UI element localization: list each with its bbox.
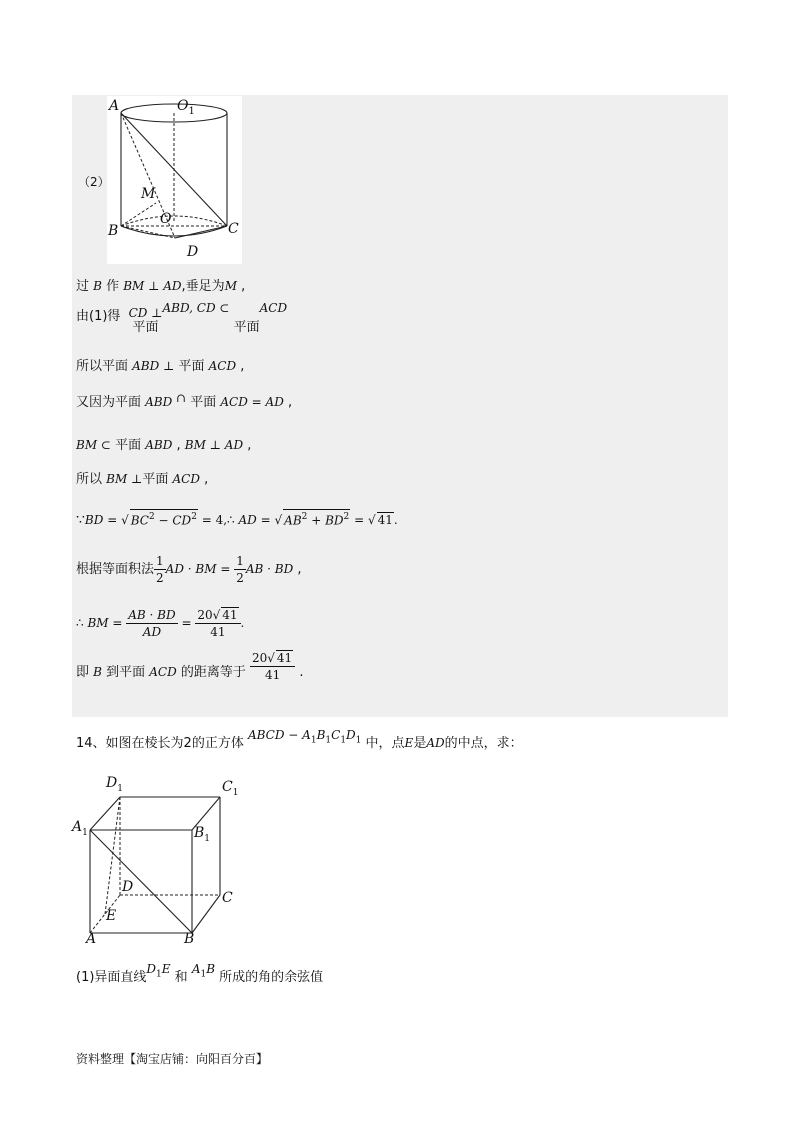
label-A: A: [109, 98, 120, 114]
solution-line-6: 所以 BM ⊥平面 ACD ,: [76, 472, 209, 487]
cylinder-diagram: [107, 96, 242, 264]
label-C: C: [222, 890, 233, 906]
solution-line-2: 由(1)得 CD ⊥ 平面 ABD, CD ⊂ 平面 ACD: [76, 301, 288, 335]
solution-line-9: ∴ BM = $\frac{AB \cdot BD}{AD}$ = $\frac{20√ 41}{41}$ .: [76, 608, 245, 639]
label-B: B: [184, 931, 195, 947]
label-D: D: [122, 879, 134, 895]
label-A: A: [86, 931, 97, 947]
label-B: B: [108, 223, 119, 239]
question-14: 14、如图在棱长为2的正方体 ABCD − $A_1B_1C_1D_1$ 中，点E是AD的中点，求：: [76, 728, 523, 751]
solution-line-1: 过 B 作 BM ⊥ AD,垂足为M ,: [76, 279, 246, 294]
label-D1: $D_1$: [106, 775, 123, 794]
label-C1: $C_1$: [222, 779, 239, 798]
solution-line-7: ∵BD = √ $BC^2 - CD^2$ = 4,∴ AD = √ $AB^2 + BD^2$ = √ 41.: [76, 508, 398, 533]
label-A1: $A_1$: [72, 819, 88, 838]
cylinder-figure: [107, 96, 242, 264]
question-14-part-1: (1)异面直线$D_1E$ 和 $A_1B$ 所成的角的余弦值: [76, 962, 324, 985]
label-M: M: [141, 186, 156, 202]
label-C: C: [228, 221, 239, 237]
label-D: D: [187, 244, 199, 260]
label-B1: $B_1$: [194, 825, 211, 844]
part2-label: （2）: [78, 175, 110, 189]
cube-figure: [70, 775, 240, 950]
label-O: O: [160, 211, 172, 227]
solution-line-3: 所以平面 ABD ⊥ 平面 ACD ,: [76, 359, 245, 374]
solution-line-8: 根据等面积法 $\frac{1}{2}$ AD · BM = $\frac{1}{2}$ AB · BD ,: [76, 554, 302, 585]
cube-diagram: [70, 775, 240, 950]
footer-note: 资料整理【淘宝店铺：向阳百分百】: [76, 1052, 269, 1066]
solution-line-5: BM ⊂ 平面 ABD , BM ⊥ AD ,: [76, 438, 252, 453]
solution-line-10: 即 B 到平面 ACD 的距离等于 $\frac{20√ 41}{41}$ .: [76, 651, 304, 682]
label-E: E: [106, 908, 117, 924]
solution-line-4: 又因为平面 ABD ∩ 平面 ACD = AD ,: [76, 391, 293, 410]
label-O1: $O_1$: [177, 98, 195, 117]
